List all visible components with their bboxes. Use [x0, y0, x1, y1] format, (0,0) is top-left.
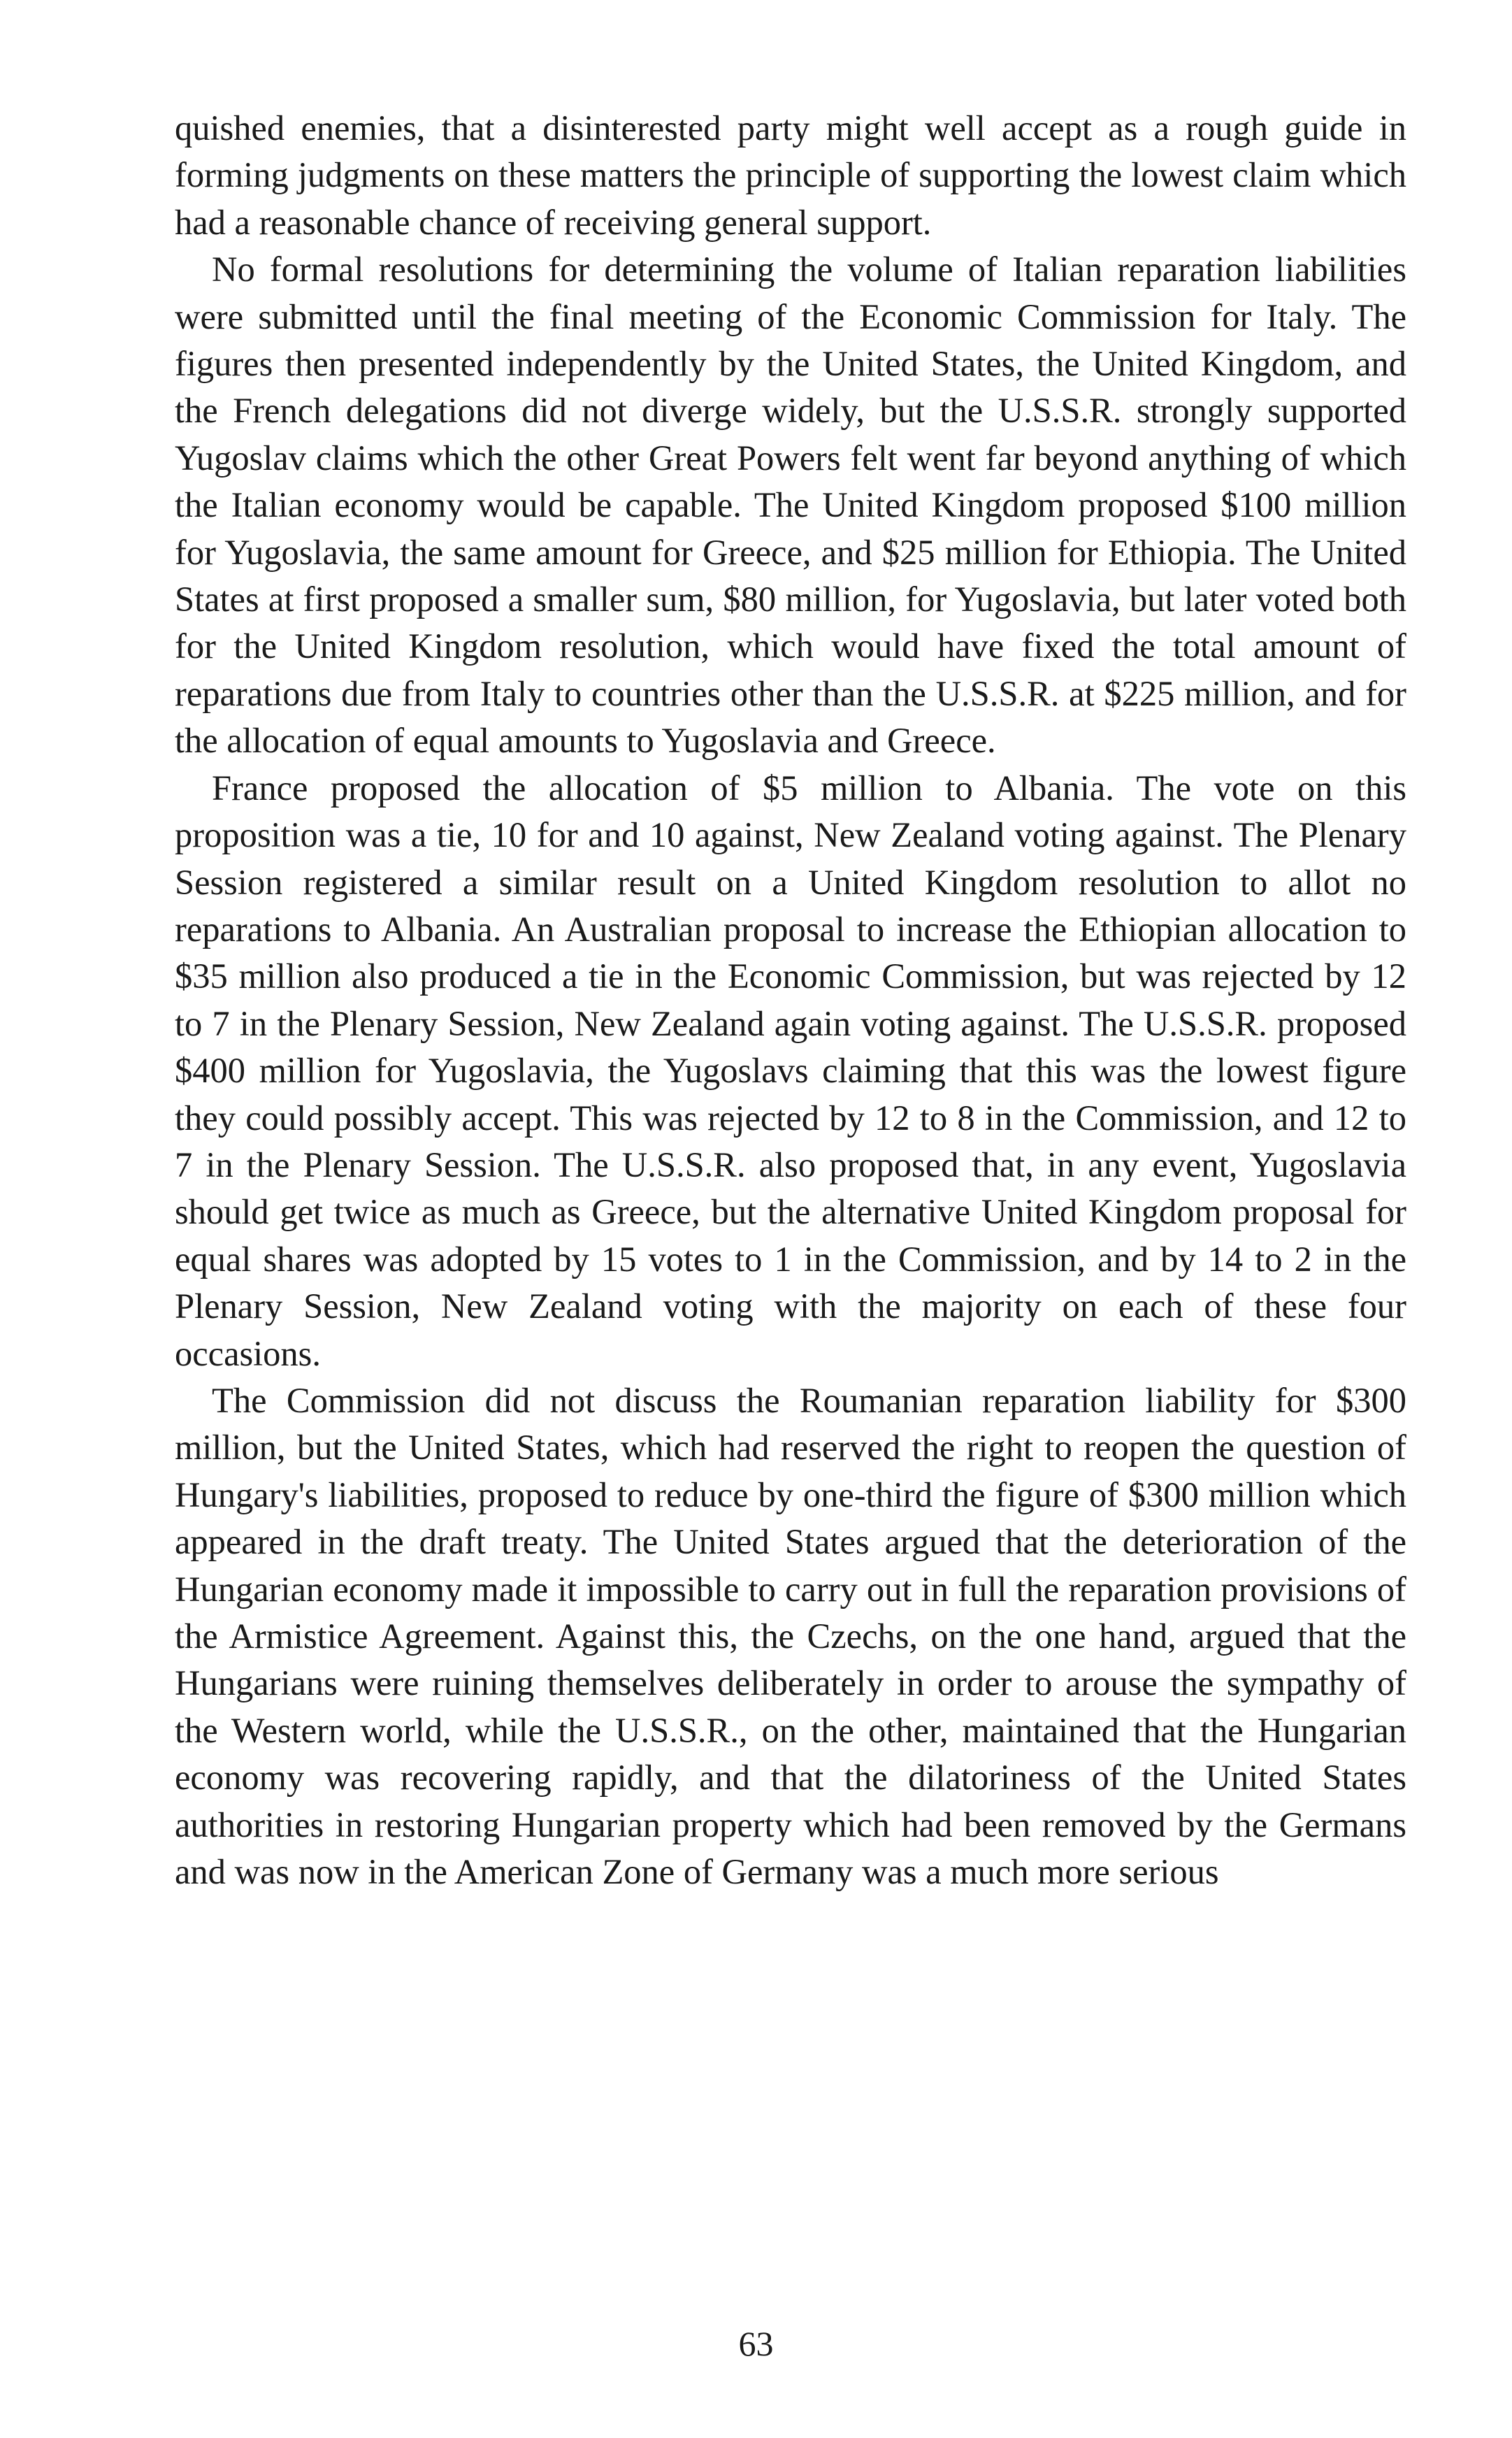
- paragraph-continuation: quished enemies, that a disinterested party might well accept as a rough guide in forming judgments on these matters the principle of supporting the lowest claim which had a reasonable chance of receiving general support.: [175, 108, 1406, 242]
- body-text: [175, 105, 1406, 1895]
- paragraph-albania-vote: France proposed the allocation of $5 million to Albania. The vote on this proposition was a tie, 10 for and 10 against, New Zealand voting against. The Plenary Session registered a similar result on a United Kingdom resolution to allot no reparations to Albania. An Australian proposal to increase the Ethiopian allocation to $35 million also produced a tie in the Economic Commission, but was rejected by 12 to 7 in the Plenary Session, New Zealand again voting against. The U.S.S.R. proposed $400 million for Yugoslavia, the Yugoslavs claiming that this was the lowest figure they could possibly accept. This was rejected by 12 to 8 in the Commission, and 12 to 7 in the Plenary Session. The U.S.S.R. also proposed that, in any event, Yugoslavia should get twice as much as Greece, but the alternative United Kingdom proposal for equal shares was adopted by 15 votes to 1 in the Commission, and by 14 to 2 in the Plenary Session, New Zealand voting with the majority on each of these four occasions.: [175, 768, 1406, 1373]
- page-number: 63: [738, 2324, 774, 2363]
- paragraph-hungary-liabilities: The Commission did not discuss the Roumanian reparation liability for $300 million, but the United States, which had reserved the right to reopen the question of Hungary's liabilities, proposed to reduce by one-third the figure of $300 million which appeared in the draft treaty. The United States argued that the deterioration of the Hungarian economy made it impossible to carry out in full the reparation provisions of the Armistice Agreement. Against this, the Czechs, on the one hand, argued that the Hungarians were ruining themselves deliberately in order to arouse the sympathy of the Western world, while the U.S.S.R., on the other, maintained that the Hungarian economy was recovering rapidly, and that the dilatoriness of the United States authorities in restoring Hungarian property which had been removed by the Germans and was now in the American Zone of Germany was a much more serious: [175, 1380, 1406, 1892]
- paragraph-italian-reparations: No formal resolutions for determining the volume of Italian reparation liabilities were submitted until the final meeting of the Economic Commission for Italy. The figures then presented independently by the United States, the United Kingdom, and the French delegations did not diverge widely, but the U.S.S.R. strongly supported Yugoslav claims which the other Great Powers felt went far beyond anything of which the Italian economy would be capable. The United Kingdom proposed $100 million for Yugoslavia, the same amount for Greece, and $25 million for Ethiopia. The United States at first proposed a smaller sum, $80 million, for Yugoslavia, but later voted both for the United Kingdom resolution, which would have fixed the total amount of reparations due from Italy to countries other than the U.S.S.R. at $225 million, and for the allocation of equal amounts to Yugoslavia and Greece.: [175, 250, 1406, 761]
